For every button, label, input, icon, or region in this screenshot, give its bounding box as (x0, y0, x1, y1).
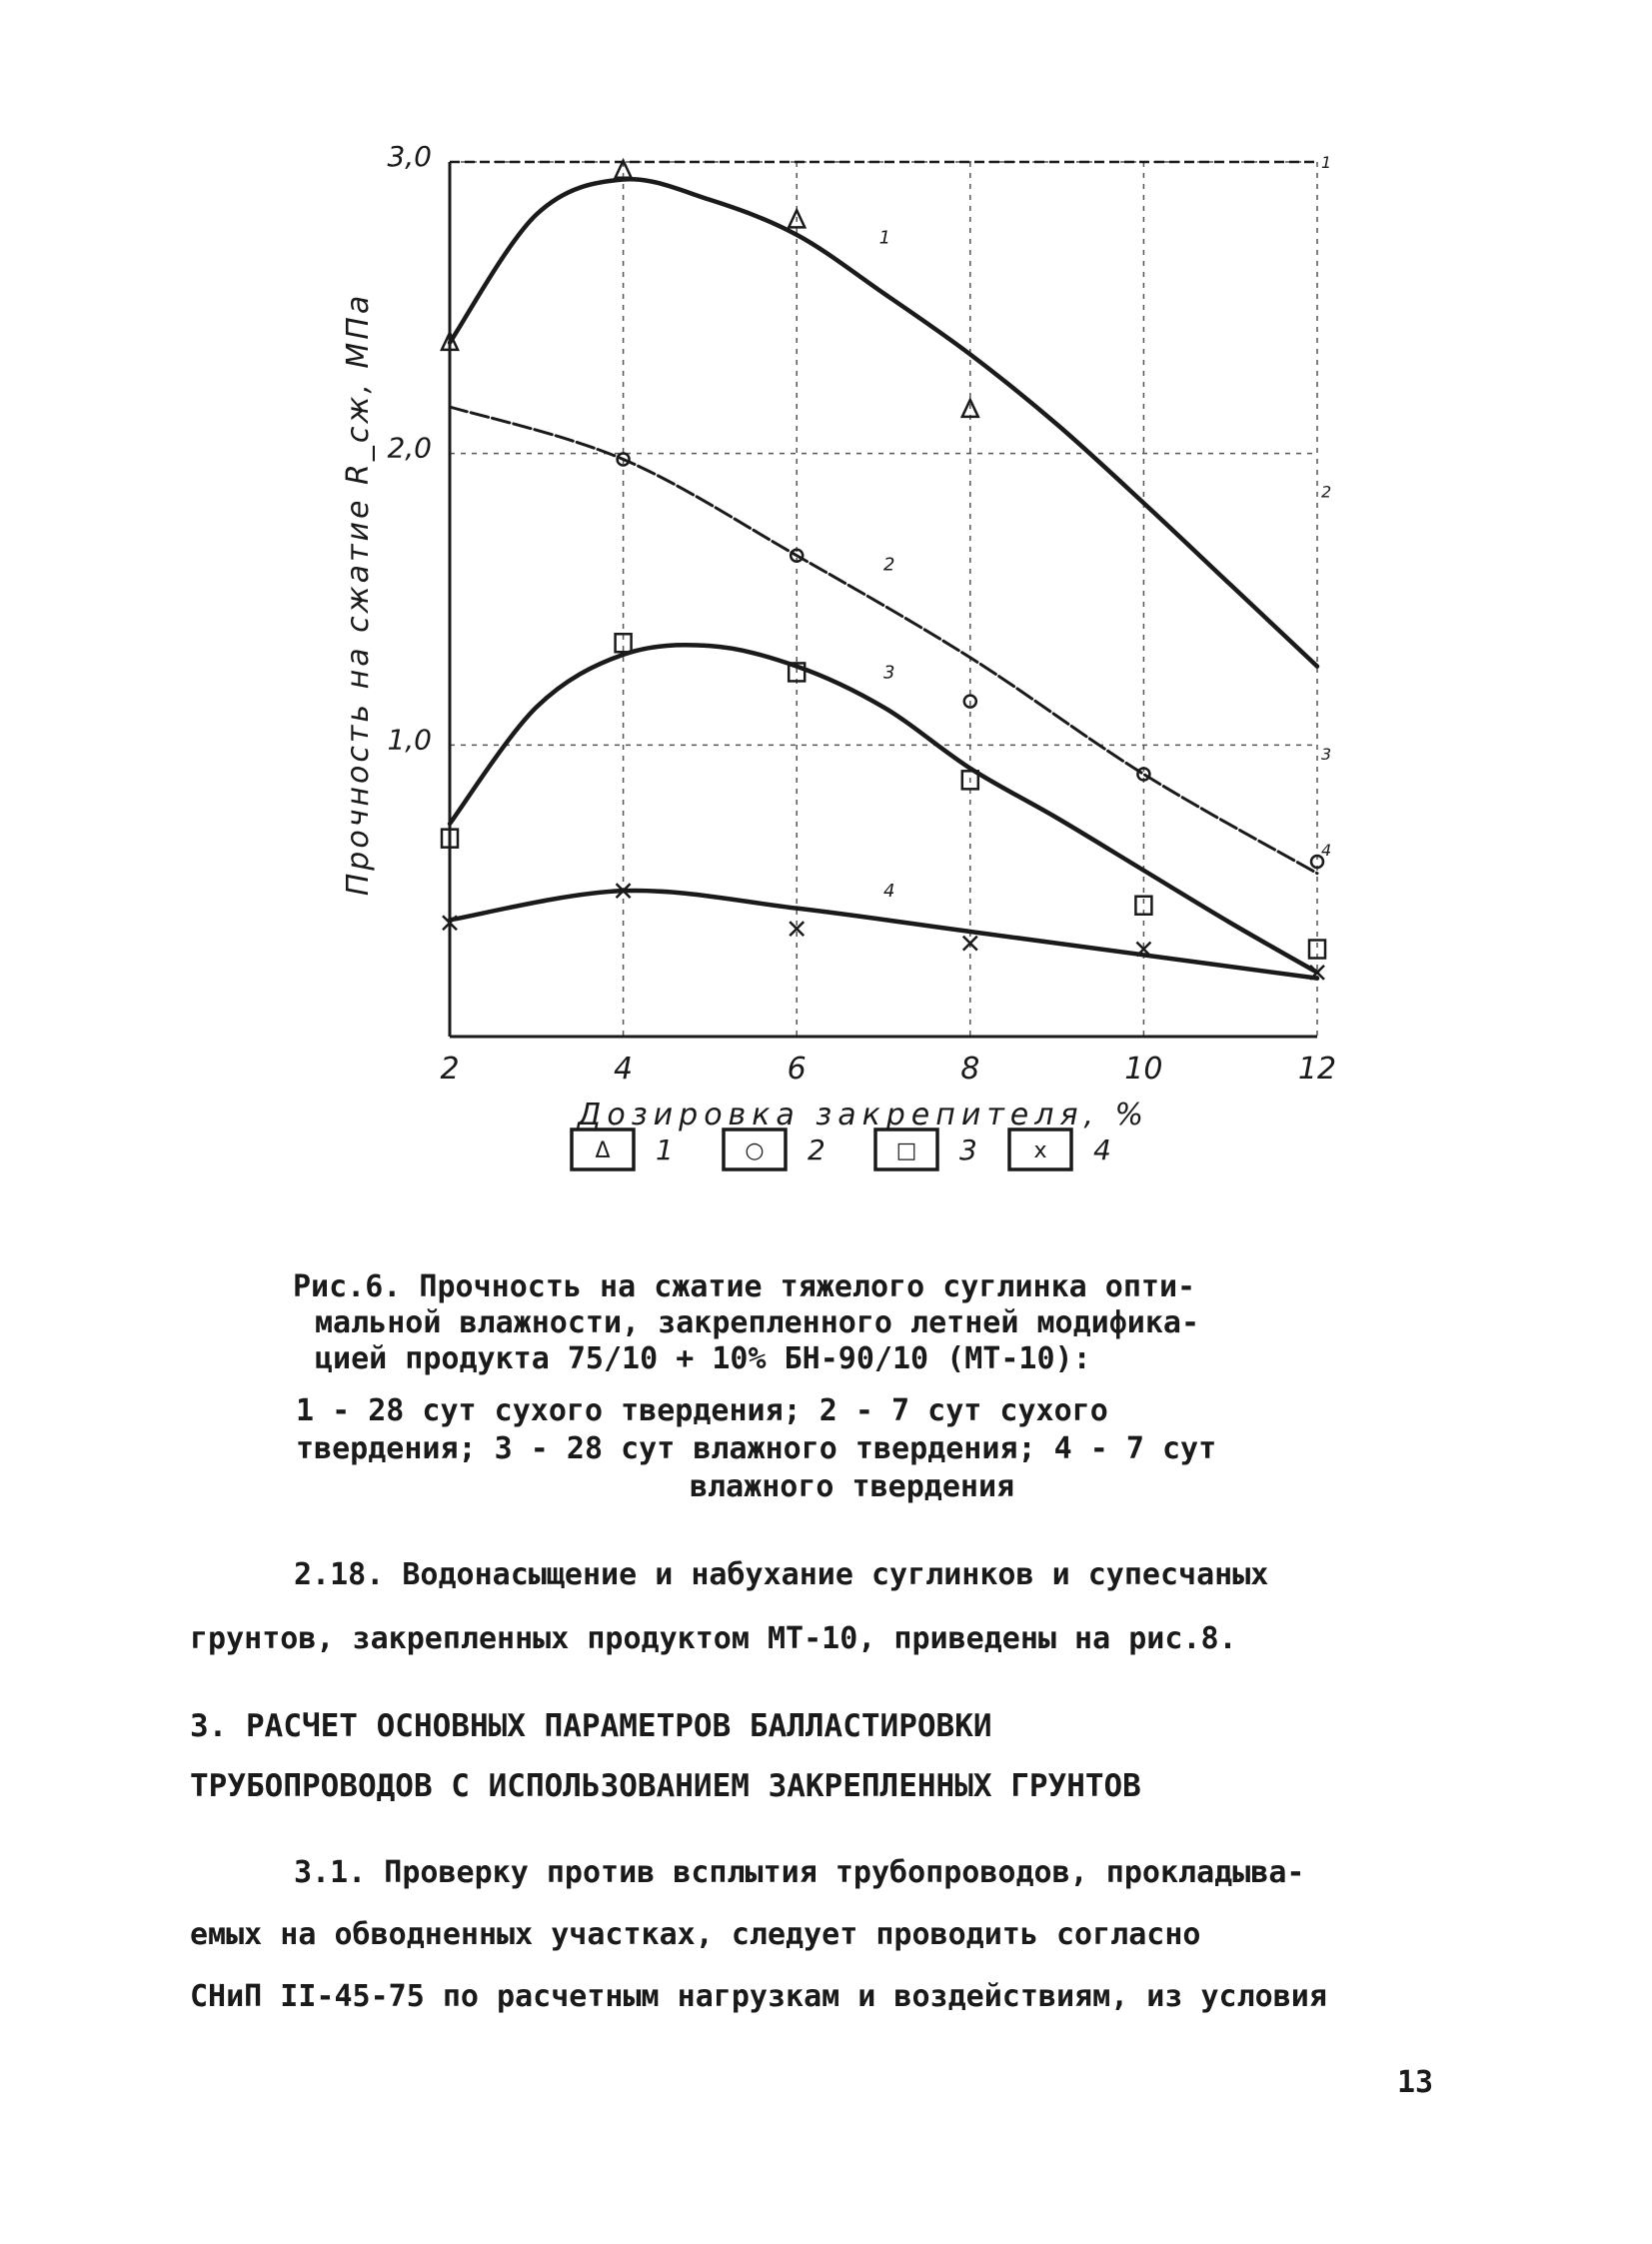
chart-legend (572, 1129, 1111, 1169)
x-axis-title: Дозировка закрепителя, % (577, 1098, 1150, 1132)
series-3-line (450, 645, 1317, 973)
series-1-curve-label: 1 (878, 227, 891, 249)
x-tick-label-5: 12 (1297, 1052, 1337, 1087)
series-2-line (450, 407, 1317, 874)
paragraph-3-1-line-3: СНиП II-45-75 по расчетным нагрузкам и воздействиям, из условия (190, 1979, 1327, 2014)
section-heading-line-2: ТРУБОПРОВОДОВ С ИСПОЛЬЗОВАНИЕМ ЗАКРЕПЛЕННЫХ ГРУНТОВ (190, 1768, 1141, 1804)
legend-label-3: 3 (959, 1133, 977, 1166)
y-tick-label-1: 2,0 (387, 431, 432, 465)
chart-labels (341, 140, 1336, 1132)
figure-caption-line-3: цией продукта 75/10 + 10% БН-90/10 (МТ-10): (315, 1341, 1091, 1376)
page-number: 13 (1397, 2065, 1434, 2100)
series-4-curve-label: 4 (883, 881, 895, 902)
series-2-curve-label: 2 (883, 554, 895, 576)
figure-caption-line-2: мальной влажности, закрепленного летней модифика- (315, 1305, 1200, 1340)
y-tick-label-2: 3,0 (387, 140, 432, 173)
paragraph-2-18-line-2: грунтов, закрепленных продуктом МТ-10, приведены на рис.8. (190, 1621, 1237, 1656)
series-4-line (450, 891, 1317, 979)
series-4-point-3 (963, 937, 977, 951)
legend-symbol-3: □ (895, 1138, 917, 1163)
y-axis-title: Прочность на сжатие R_сж, МПа (341, 292, 376, 897)
legend-label-1: 1 (656, 1133, 674, 1166)
section-heading-line-1: 3. РАСЧЕТ ОСНОВНЫХ ПАРАМЕТРОВ БАЛЛАСТИРОВКИ (190, 1708, 992, 1744)
figure-legend-text-line-3: влажного твердения (690, 1469, 1015, 1504)
right-edge-mark-3: 4 (1321, 841, 1332, 861)
legend-label-2: 2 (808, 1133, 826, 1166)
figure-legend-text-line-1: 1 - 28 сут сухого твердения; 2 - 7 сут сухого (296, 1393, 1108, 1428)
figure-legend-text-line-2: твердения; 3 - 28 сут влажного твердения; 4 - 7 сут (296, 1431, 1217, 1466)
series-1-line (450, 179, 1317, 666)
right-edge-mark-0: 1 (1321, 152, 1332, 172)
legend-symbol-1: Δ (595, 1138, 611, 1163)
right-edge-mark-1: 2 (1321, 482, 1332, 502)
y-tick-label-0: 1,0 (387, 723, 432, 757)
x-tick-label-0: 2 (440, 1052, 460, 1087)
chart-series (450, 179, 1317, 978)
paragraph-2-18-line-1: 2.18. Водонасыщение и набухание суглинков и супесчаных (294, 1557, 1269, 1592)
series-3-curve-label: 3 (883, 662, 895, 684)
x-tick-label-4: 10 (1124, 1052, 1163, 1087)
right-edge-mark-2: 3 (1321, 744, 1332, 764)
figure-caption-line-1: Рис.6. Прочность на сжатие тяжелого суглинка опти- (293, 1269, 1196, 1304)
paragraph-3-1-line-2: емых на обводненных участках, следует проводить согласно (190, 1917, 1201, 1952)
x-tick-label-2: 6 (787, 1052, 807, 1087)
legend-label-4: 4 (1093, 1133, 1111, 1166)
x-tick-label-1: 4 (614, 1052, 634, 1087)
paragraph-3-1-line-1: 3.1. Проверку против всплытия трубопроводов, прокладыва- (294, 1855, 1305, 1890)
legend-symbol-4: x (1033, 1138, 1047, 1163)
legend-symbol-2: ○ (745, 1138, 765, 1163)
x-tick-label-3: 8 (960, 1052, 980, 1087)
